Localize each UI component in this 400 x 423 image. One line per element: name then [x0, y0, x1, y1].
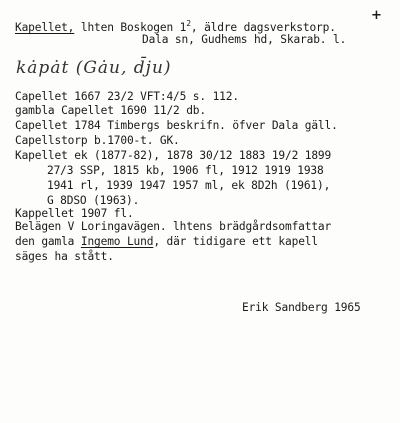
- location-line-1: Belägen V Loringavägen. lhtens brädgårdsomfattar: [15, 220, 332, 233]
- header-line-1: [15, 17, 336, 34]
- header-line-2: Dala sn, Gudhems hd, Skarab. l.: [142, 33, 347, 46]
- body-line-4: Capellstorp b.1700-t. GK.: [15, 134, 180, 147]
- referenced-place-name: Ingemo Lund: [80, 235, 154, 248]
- body-line-7: 1941 rl, 1939 1947 1957 ml, ek 8D2h (1961),: [47, 179, 331, 192]
- handwritten-pronunciation: kȧpȧt (Gȧu, d̄ju): [16, 58, 172, 78]
- body-line-2: gambla Capellet 1690 11/2 db.: [15, 104, 206, 117]
- location-line-2: [15, 235, 318, 248]
- author-signature: Erik Sandberg 1965: [242, 301, 361, 314]
- body-line-8: G 8DSO (1963).: [47, 194, 140, 207]
- corner-plus-mark: +: [371, 8, 382, 23]
- location-line-2-pre: den gamla: [15, 235, 81, 248]
- body-line-9: Kappellet 1907 fl.: [15, 207, 134, 220]
- body-line-1: Capellet 1667 23/2 VFT:4/5 s. 112.: [15, 90, 239, 103]
- place-name-title: Kapellet,: [15, 21, 75, 34]
- body-line-6: 27/3 SSP, 1815 kb, 1906 fl, 1912 1919 1938: [47, 164, 324, 177]
- body-line-3: Capellet 1784 Timbergs beskrifn. öfver Dala gäll.: [15, 119, 338, 132]
- header-line-1-tail: , äldre dagsverkstorp.: [190, 21, 336, 34]
- header-line-1-rest: lhten Boskogen 1: [74, 21, 187, 34]
- location-line-3: säges ha stått.: [15, 250, 114, 263]
- body-line-5: Kapellet ek (1877-82), 1878 30/12 1883 19/2 1899: [15, 149, 332, 162]
- location-line-2-post: , där tidigare ett kapell: [153, 235, 318, 248]
- header-superscript: 2: [186, 19, 191, 28]
